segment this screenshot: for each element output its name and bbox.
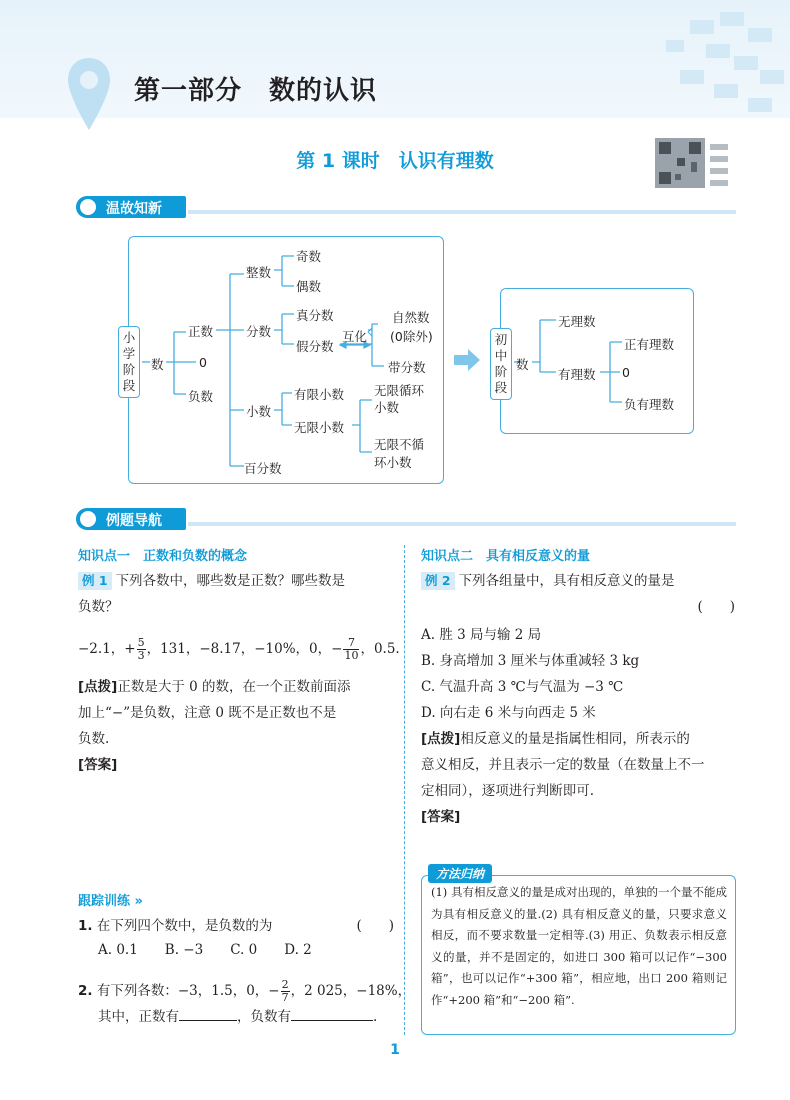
method-title: 方法归纳 [428,864,492,883]
mm-odd: 奇数 [296,249,322,264]
mm-positive: 正数 [188,324,214,339]
mm-root: 数 [151,357,164,372]
tip1-line3: 负数. [78,731,110,747]
fraction-5-3: $\frac{5}{3}$ [137,636,145,662]
section-examples [76,508,736,530]
example2-option-b: B. 身高增加 3 厘米与体重减轻 3 kg [421,653,640,669]
mm-infinite: 无限小数 [294,420,345,435]
example1 [78,568,394,620]
example2-option-c: C. 气温升高 3 ℃与气温为 −3 ℃ [421,679,624,695]
mm-repeating-2: 小数 [374,400,400,415]
mm2-zero: 0 [622,365,630,380]
question1 [78,913,394,963]
kp1-title: 知识点一 正数和负数的概念 [78,549,248,564]
mm2-rational: 有理数 [558,367,596,382]
mm2-pos-rational: 正有理数 [624,337,675,352]
section-examples-label: 例题导航 [106,513,162,529]
example2-line1: 下列各组量中，具有相反意义的量是 [458,573,675,589]
tip1-line2: 加上“−”是负数，注意 0 既不是正数也不是 [78,705,337,721]
mm-finite: 有限小数 [294,387,345,402]
mm-natural-note: (0除外) [390,329,433,344]
training-title: 跟踪训练 » [78,894,143,909]
stage-primary-tag: 小学阶段 [118,326,140,398]
mm2-neg-rational: 负有理数 [624,397,675,412]
fraction-2-7: $\frac{2}{7}$ [281,978,289,1004]
nums-b: ，131，−8.17，−10%，0，− [146,641,343,657]
mm2-irrational: 无理数 [558,314,596,329]
answer1-label: [答案] [78,757,118,773]
mm-negative: 负数 [188,389,214,404]
tip2-line1: 相反意义的量是指属性相同，所表示的 [460,731,690,747]
negative-answer-blank[interactable] [291,1006,373,1021]
q2-line2-a: 其中，正数有 [98,1009,179,1025]
tip2-line2: 意义相反，并且表示一定的数量（在数量上不一 [421,757,705,773]
example2-tag: 例 2 [421,572,455,590]
mm-convert: 互化 [342,329,368,344]
example1-line2: 负数？ [78,599,119,615]
fraction-7-10: $\frac{7}{10}$ [344,636,359,662]
mm-zero: 0 [199,355,207,370]
q2-text-b: ，2 025，−18%， [290,983,412,999]
q2-text-a: 有下列各数：−3，1.5，0，− [96,983,280,999]
q2-line2-b: ，负数有 [237,1009,291,1025]
column-divider [404,545,405,1035]
example1-tag: 例 1 [78,572,112,590]
mm-natural: 自然数 [392,310,430,325]
tip2-label: [点拨] [421,731,461,747]
mm-even: 偶数 [296,279,322,294]
stage-junior-tag: 初中阶段 [490,328,512,400]
section-review-label: 温故知新 [106,201,162,217]
nums-a: −2.1，+ [78,641,136,657]
mm-fraction: 分数 [246,324,272,339]
q1-text: 在下列四个数中，是负数的为 [96,918,273,934]
mm-nonrepeating-1: 无限不循 [374,437,425,452]
arrow-right-icon [454,349,480,371]
q2-line2-c: . [373,1009,378,1025]
mm-percent: 百分数 [244,461,282,476]
compass-icon [80,511,96,527]
q1-options: A. 0.1 B. −3 C. 0 D. 2 [98,942,312,958]
question2 [78,978,412,1030]
mm-improper: 假分数 [296,339,334,354]
mm-integer: 整数 [246,265,272,280]
mm-proper: 真分数 [296,308,334,323]
q1-number: 1. [78,918,93,934]
example1-tip [78,674,394,778]
mm-nonrepeating-2: 环小数 [374,455,412,470]
q1-answer-paren[interactable]: ( ) [356,918,394,934]
example1-line1: 下列各数中，哪些数是正数？哪些数是 [115,573,346,589]
q2-number: 2. [78,983,93,999]
tip1-label: [点拨] [78,679,118,695]
mm2-root: 数 [516,357,529,372]
positive-answer-blank[interactable] [179,1006,237,1021]
tip2-line3: 定相同），逐项进行判断即可. [421,783,595,799]
example2-paren[interactable]: ( ) [697,599,735,615]
nums-c: ，0.5. [360,641,400,657]
example2 [421,568,735,830]
example1-numbers [78,636,400,662]
tip1-line1: 正数是大于 0 的数，在一个正数前面添 [117,679,351,695]
mm-decimal: 小数 [246,404,272,419]
method-text: (1) 具有相反意义的量是成对出现的，单独的一个量不能成为具有相反意义的量.(2) 具有相反意义的量，只要求意义相反，而不要求数量一定相等.(3) 用正、负数表示相反意义的量，并不是固定的，如进口 300 箱可以记作“−300 箱”，也可以记作“+300 箱”，相应地，出口 200 箱则记作“+200 箱”和“−200 箱”. [431,885,727,1007]
part-title: 第一部分 数的认识 [134,76,378,106]
mm-repeating-1: 无限循环 [374,383,425,398]
example2-option-d: D. 向右走 6 米与向西走 5 米 [421,705,596,721]
lesson-title: 第 1 课时 认识有理数 [296,150,494,172]
answer2-label: [答案] [421,809,461,825]
example2-option-a: A. 胜 3 局与输 2 局 [421,627,542,643]
kp2-title: 知识点二 具有相反意义的量 [421,549,591,564]
mm-mixed: 带分数 [388,360,426,375]
page-number: 1 [390,1042,400,1058]
